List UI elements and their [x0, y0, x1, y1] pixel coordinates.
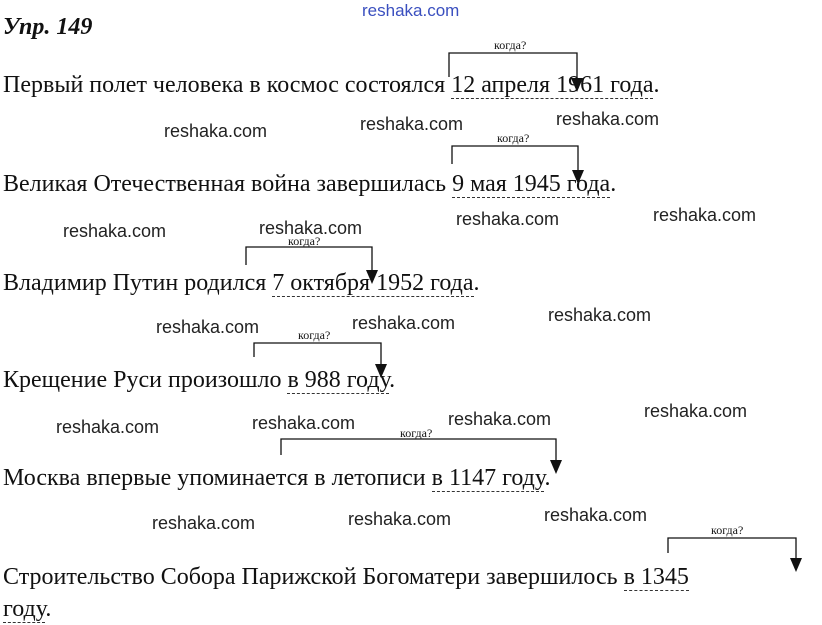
answer-phrase: в 1147 году [431, 465, 545, 491]
answer-phrase: в 1345 [623, 564, 689, 590]
arrow-5 [281, 439, 556, 460]
arrow-3 [246, 247, 372, 270]
sentence-2: Великая Отечественная война завершилась 9 мая 1945 года. [3, 171, 617, 197]
question-label: когда? [497, 131, 530, 145]
question-label: когда? [288, 234, 321, 248]
sentence-3: Владимир Путин родился 7 октября 1952 года. [3, 270, 480, 296]
question-label: когда? [298, 328, 331, 342]
exercise-title: Упр. 149 [3, 14, 93, 40]
answer-phrase: 9 мая 1945 года [452, 171, 611, 197]
watermark: reshaka.com [252, 413, 356, 433]
arrowhead-5 [550, 460, 562, 474]
arrow-2 [452, 146, 578, 170]
arrow-6 [668, 538, 796, 558]
watermark: reshaka.com [164, 121, 268, 141]
question-label: когда? [494, 38, 527, 52]
watermark: reshaka.com [556, 109, 660, 129]
watermark: reshaka.com [56, 417, 160, 437]
watermark: reshaka.com [644, 401, 748, 421]
question-label: когда? [711, 523, 744, 537]
arrow-4 [254, 343, 381, 364]
watermark: reshaka.com [352, 313, 456, 333]
answer-phrase: году [3, 596, 46, 622]
sentence-4: Крещение Руси произошло в 988 году. [3, 367, 396, 393]
watermark: reshaka.com [548, 305, 652, 325]
answer-phrase: 12 апреля 1961 года [451, 72, 654, 98]
arrowhead-6 [790, 558, 802, 572]
watermark: reshaka.com [152, 513, 256, 533]
sentence-5: Москва впервые упоминается в летописи в 1147 году. [3, 465, 551, 491]
sentence-6: Строительство Собора Парижской Богоматери завершилось в 1345 [3, 564, 689, 590]
watermark: reshaka.com [156, 317, 260, 337]
site-link[interactable]: reshaka.com [362, 1, 460, 20]
sentence-6-continuation: году. [3, 596, 52, 622]
question-label: когда? [400, 426, 433, 440]
answer-phrase: 7 октября 1952 года [272, 270, 474, 296]
watermark: reshaka.com [348, 509, 452, 529]
watermark: reshaka.com [259, 218, 363, 238]
watermark: reshaka.com [63, 221, 167, 241]
watermark: reshaka.com [544, 505, 648, 525]
watermark: reshaka.com [448, 409, 552, 429]
watermark: reshaka.com [653, 205, 757, 225]
watermark: reshaka.com [360, 114, 464, 134]
sentence-1: Первый полет человека в космос состоялся 12 апреля 1961 года. [3, 72, 660, 98]
answer-phrase: в 988 году [287, 367, 390, 393]
watermark: reshaka.com [456, 209, 560, 229]
